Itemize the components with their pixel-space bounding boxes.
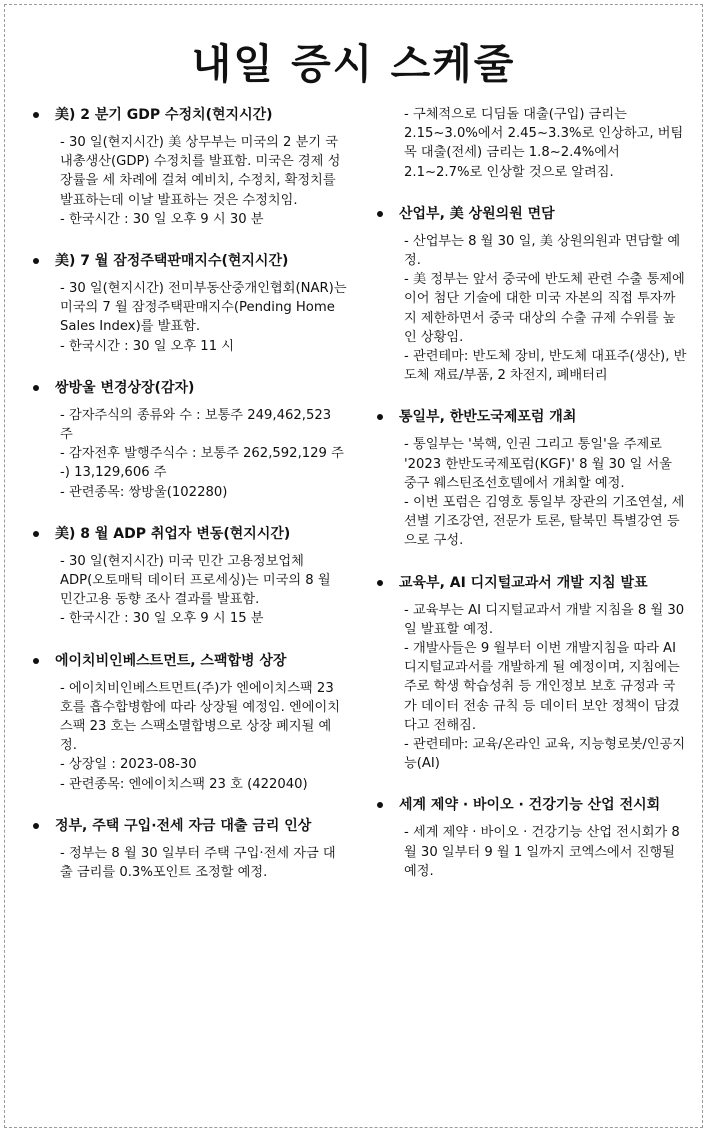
item-line: - 한국시간 : 30 일 오후 9 시 30 분 bbox=[60, 211, 264, 227]
item-line: - 한국시간 : 30 일 오후 11 시 bbox=[60, 338, 235, 354]
bullet-icon bbox=[377, 802, 383, 808]
bullet-icon bbox=[377, 211, 383, 217]
schedule-item bbox=[371, 407, 687, 550]
item-heading: 세계 제약 · 바이오 · 건강기능 산업 전시회 bbox=[399, 797, 661, 814]
item-line: - 상장일 : 2023-08-30 bbox=[60, 757, 197, 773]
bullet-icon bbox=[377, 580, 383, 586]
bullet-icon bbox=[33, 385, 39, 391]
item-heading: 통일부, 한반도국제포럼 개최 bbox=[399, 409, 577, 426]
schedule-item bbox=[27, 378, 347, 502]
item-line: - 통일부는 '북핵, 인권 그리고 통일'을 주제로 '2023 한반도국제포럼(KGF)' 8 월 30 일 서울 중구 웨스틴조선호텔에서 개최할 예정. bbox=[404, 437, 673, 491]
schedule-item bbox=[371, 795, 687, 881]
left-column bbox=[27, 105, 347, 904]
schedule-item bbox=[27, 251, 347, 356]
page-title: 내일 증시 스케줄 bbox=[191, 40, 516, 88]
item-line: - 관련테마: 반도체 장비, 반도체 대표주(생산), 반도체 재료/부품, 2 차전지, 폐배터리 bbox=[404, 349, 687, 384]
continuation-line: - 구체적으로 디딤돌 대출(구입) 금리는 2.15~3.0%에서 2.45~3.3%로 인상하고, 버팀목 대출(전세) 금리는 1.8~2.4%에서 2.1~2.7%로 인상할 것으로 알려짐. bbox=[404, 107, 684, 180]
item-heading: 美) 7 월 잠정주택판매지수(현지시간) bbox=[55, 253, 289, 270]
item-line: - 관련종목: 엔에이치스팩 23 호 (422040) bbox=[60, 776, 308, 792]
item-line: - 세계 제약 · 바이오 · 건강기능 산업 전시회가 8 월 30 일부터 9 월 1 일까지 코엑스에서 진행될 예정. bbox=[404, 825, 680, 879]
item-line: - 에이치비인베스트먼트(주)가 엔에이치스팩 23 호를 흡수합병함에 따라 상장될 예정임. 엔에이치스팩 23 호는 스팩소멸합병으로 상장 폐지될 예정. bbox=[60, 680, 340, 754]
item-line: - 30 일(현지시간) 미국 민간 고용정보업체 ADP(오토매틱 데이터 프로세싱)는 미국의 8 월 민간고용 동향 조사 결과를 발표함. bbox=[60, 553, 331, 608]
item-line: - 美 정부는 앞서 중국에 반도체 관련 수출 통제에 이어 첨단 기술에 대한 미국 자본의 직접 투자까지 제한하면서 중국 대상의 수출 규제 수위를 높인 상황임. bbox=[404, 272, 685, 345]
right-column bbox=[371, 105, 687, 903]
schedule-item bbox=[27, 524, 347, 629]
item-line: - 감자주식의 종류와 수 : 보통주 249,462,523 주 bbox=[60, 407, 332, 443]
bullet-icon bbox=[33, 112, 39, 118]
schedule-item bbox=[371, 204, 687, 386]
item-line: - 한국시간 : 30 일 오후 9 시 15 분 bbox=[60, 611, 264, 627]
item-heading: 美) 2 분기 GDP 수정치(현지시간) bbox=[55, 107, 273, 123]
item-heading: 쌍방울 변경상장(감자) bbox=[55, 379, 195, 396]
item-line: - 감자전후 발행주식수 : 보통주 262,592,129 주 -) 13,129,606 주 bbox=[60, 446, 344, 481]
schedule-item bbox=[371, 573, 687, 774]
schedule-page bbox=[4, 4, 703, 1128]
item-line: - 교육부는 AI 디지털교과서 개발 지침을 8 월 30 일 발표할 예정. bbox=[404, 602, 685, 637]
item-line: - 30 일(현지시간) 전미부동산중개인협회(NAR)는 미국의 7 월 잠정주택판매지수(Pending Home Sales Index)를 발표함. bbox=[60, 281, 347, 335]
item-heading: 교육부, AI 디지털교과서 개발 지침 발표 bbox=[399, 574, 648, 591]
continuation-block bbox=[371, 105, 687, 182]
item-line: - 이번 포럼은 김영호 통일부 장관의 기조연설, 세션별 기조강연, 전문가 토론, 탈북민 특별강연 등으로 구성. bbox=[404, 495, 685, 549]
bullet-icon bbox=[33, 658, 39, 664]
item-line: - 개발사들은 9 월부터 이번 개발지침을 따라 AI 디지털교과서를 개발하게 될 예정이며, 지침에는 주로 학생 학습성취 등 개인정보 보호 규정과 국가 데이터 전송 규칙 등 데이터 보안 정책이 담겼다고 전해짐. bbox=[404, 641, 680, 733]
item-line: - 관련테마: 교육/온라인 교육, 지능형로봇/인공지능(AI) bbox=[404, 737, 686, 772]
bullet-icon bbox=[377, 414, 383, 420]
bullet-icon bbox=[33, 531, 39, 537]
item-line: - 관련종목: 쌍방울(102280) bbox=[60, 484, 228, 500]
schedule-item bbox=[27, 816, 347, 882]
item-line: - 산업부는 8 월 30 일, 美 상원의원과 면담할 예정. bbox=[404, 233, 681, 269]
bullet-icon bbox=[33, 823, 39, 829]
item-heading: 에이치비인베스트먼트, 스팩합병 상장 bbox=[55, 652, 287, 669]
item-line: - 정부는 8 월 30 일부터 주택 구입·전세 자금 대출 금리를 0.3%포인트 조정할 예정. bbox=[60, 845, 336, 881]
item-heading: 정부, 주택 구입·전세 자금 대출 금리 인상 bbox=[55, 817, 312, 834]
item-heading: 美) 8 월 ADP 취업자 변동(현지시간) bbox=[55, 525, 291, 542]
schedule-item bbox=[27, 651, 347, 794]
bullet-icon bbox=[33, 258, 39, 264]
schedule-item bbox=[27, 105, 347, 229]
item-line: - 30 일(현지시간) 美 상무부는 미국의 2 분기 국내총생산(GDP) 수정치를 발표함. 미국은 경제 성장률을 세 차례에 걸쳐 예비치, 수정치, 확정치를 발표하는데 이날 발표하는 것은 수정치임. bbox=[60, 135, 341, 208]
item-heading: 산업부, 美 상원의원 면담 bbox=[399, 205, 555, 222]
